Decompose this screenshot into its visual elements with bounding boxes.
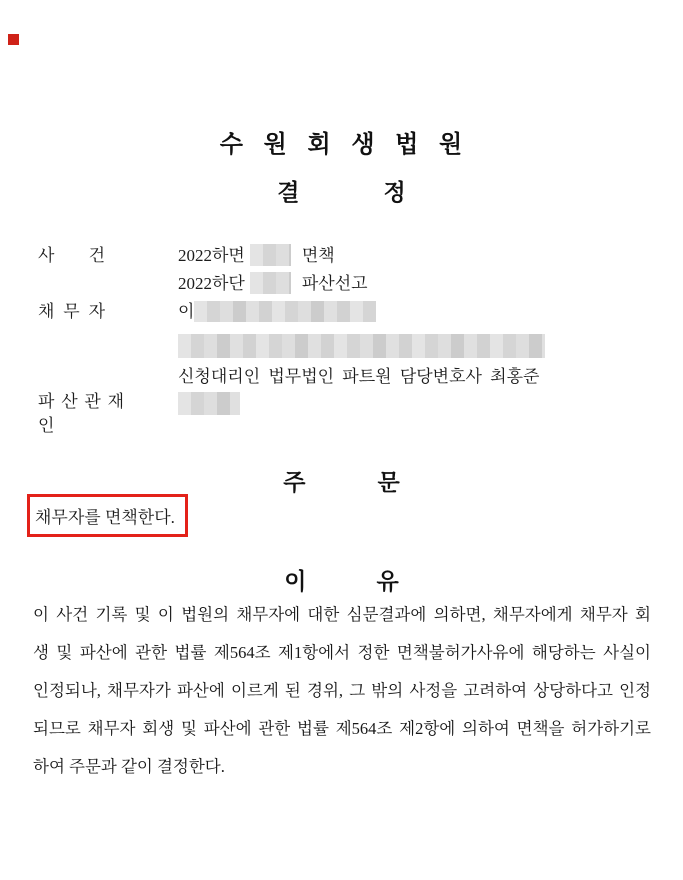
decision-char-right: 정 — [383, 179, 406, 205]
body-line: 인정되나, 채무자가 파산에 이르게 된 경위, 그 밖의 사정을 고려하여 상당하다고 인정 — [33, 681, 651, 700]
case-label: 사 건 — [38, 246, 105, 265]
order-text: 채무자를 면책한다. — [35, 508, 175, 527]
order-heading-char-right: 문 — [377, 469, 400, 495]
body-line: 하여 주문과 같이 결정한다. — [33, 757, 225, 776]
case-number-2-suffix: 파산선고 — [301, 274, 368, 293]
case-number-2 — [178, 272, 368, 296]
reason-heading-char-right: 유 — [376, 568, 399, 594]
case-number-2-prefix: 2022하단 — [178, 274, 245, 293]
redaction-block-debtor-name — [194, 301, 376, 322]
trustee-label: 파 산 관 재 인 — [38, 392, 124, 435]
reason-heading — [0, 563, 683, 596]
trustee-row — [0, 390, 683, 435]
order-highlight-box — [27, 494, 188, 537]
red-stamp-mark — [8, 34, 19, 45]
body-line: 이 사건 기록 및 이 법원의 채무자에 대한 심문결과에 의하면, 채무자에게 채무자 회 — [33, 605, 651, 624]
redaction-block-case-2 — [250, 272, 291, 294]
body-line: 되므로 채무자 회생 및 파산에 관한 법률 제564조 제2항에 의하여 면책을 허가하기로 — [33, 719, 651, 738]
debtor-label: 채 무 자 — [38, 302, 105, 321]
redaction-block-address — [178, 334, 545, 358]
order-heading — [0, 464, 683, 497]
attorney-line: 신청대리인 법무법인 파트원 담당변호사 최홍준 — [178, 367, 540, 386]
reason-heading-char-left: 이 — [284, 568, 307, 594]
redaction-block-case-1 — [250, 244, 291, 266]
case-number-row — [0, 272, 683, 298]
debtor-name-prefix: 이 — [178, 302, 195, 321]
redaction-block-trustee — [178, 392, 240, 415]
debtor-name — [178, 300, 376, 324]
debtor-row — [0, 300, 683, 326]
decision-char-left: 결 — [277, 179, 300, 205]
case-number-row — [0, 244, 683, 270]
body-line: 생 및 파산에 관한 법률 제564조 제1항에서 정한 면책불허가사유에 해당하는 사실이 — [33, 643, 651, 662]
case-number-1-prefix: 2022하면 — [178, 246, 245, 265]
reason-paragraph — [33, 596, 651, 786]
court-name: 수 원 회 생 법 원 — [219, 131, 464, 158]
case-number-1-suffix: 면책 — [301, 246, 335, 265]
debtor-address-row — [0, 333, 683, 359]
order-heading-char-left: 주 — [283, 469, 306, 495]
attorney-row — [0, 365, 683, 391]
case-number-1 — [178, 244, 335, 268]
document-type-title — [0, 174, 683, 207]
